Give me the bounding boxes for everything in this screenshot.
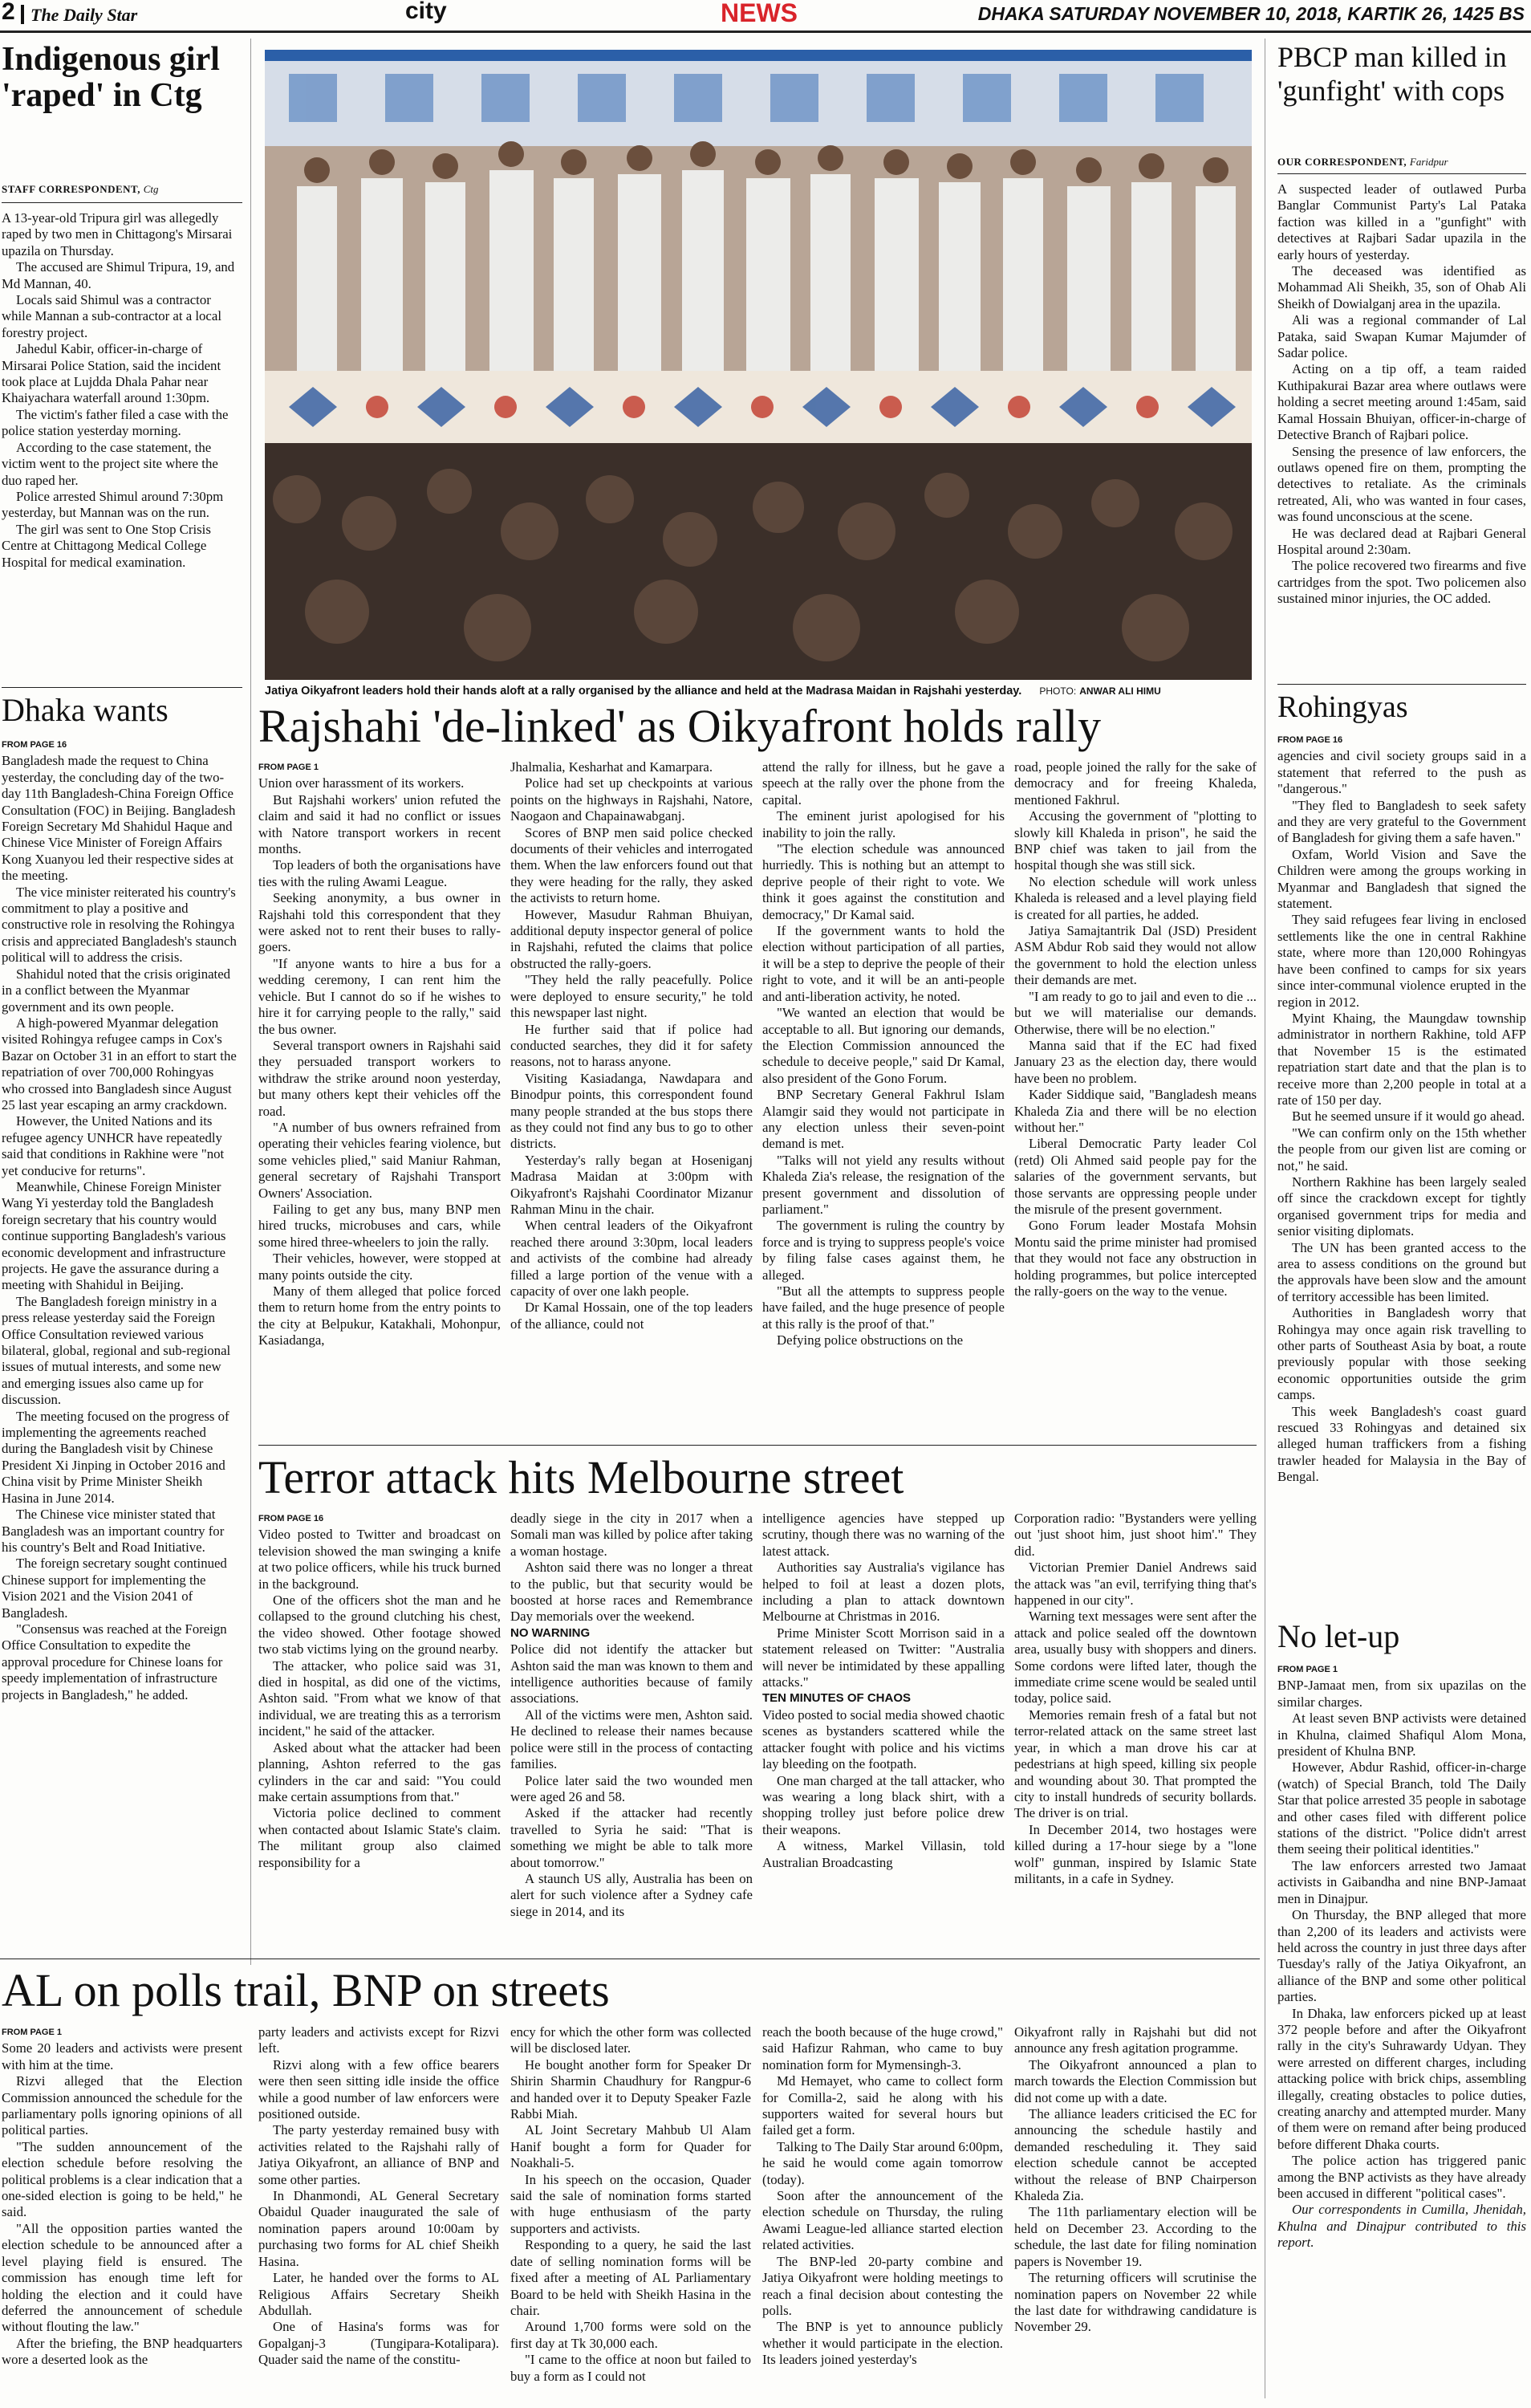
- paragraph: Bangladesh made the request to China yesterday, the concluding day of the two-day 11th Bangladesh-China Foreign Office Consultation (FOC) in Beijing. Bangladesh Foreign Secretary Md Shahidul Haque and Chinese Vice Minister of Foreign Affairs Kong Xuanyou led their respective sides at the meeting.: [2, 753, 236, 884]
- paragraph: Seeking anonymity, a bus owner in Rajshahi told this correspondent that they were asked not to rent their buses to rally-goers.: [258, 890, 501, 955]
- paragraph: Visiting Kasiadanga, Nawdapara and Binodpur points, this correspondent found many people stranded at the bus stops there as they could not find any bus to go to other districts.: [510, 1070, 753, 1152]
- rajshahi-headline: Rajshahi 'de-linked' as Oikyafront holds rally: [258, 700, 1102, 752]
- category-label: NEWS: [721, 0, 798, 27]
- paragraph: In Dhanmondi, AL General Secretary Obaidul Quader inaugurated the sale of nomination papers around 10:00am by purchasing two forms for AL chief Sheikh Hasina.: [258, 2188, 499, 2269]
- paragraph: The BNP is yet to announce publicly whether it would participate in the election. Its leaders joined yesterday's: [762, 2319, 1003, 2368]
- paragraph: The BNP-led 20-party combine and Jatiya Oikyafront were holding meetings to reach a final decision about contesting the polls.: [762, 2253, 1003, 2318]
- al-col-3: [510, 2024, 751, 2402]
- dateline: DHAKA SATURDAY NOVEMBER 10, 2018, KARTIK 26, 1425 BS: [977, 3, 1525, 24]
- paragraph: Defying police obstructions on the: [777, 1332, 964, 1348]
- paragraph: One of Hasina's forms was for Gopalganj-3 (Tungipara-Kotalipara). Quader said the name of the constitu-: [258, 2319, 499, 2368]
- paragraph: Kader Siddique said, "Bangladesh means Khaleda Zia and there will be no election without her.": [1014, 1087, 1257, 1135]
- terror-col-2: [510, 1511, 753, 1984]
- paragraph: However, Abdur Rashid, officer-in-charge (watch) of Special Branch, told The Daily Star that police arrested 35 people in sabotage and other cases filed with different police stations of the district. "Police didn't arrest them seeing their political identities.": [1277, 1759, 1526, 1857]
- terror-col-4: [1014, 1511, 1257, 1984]
- paragraph: He was declared dead at Rajbari General Hospital around 2:30am.: [1277, 525, 1526, 557]
- photo-caption: [265, 684, 1252, 698]
- photo-credit-name: ANWAR ALI HIMU: [1079, 685, 1161, 697]
- paragraph: Sensing the presence of law enforcers, the outlaws opened fire on them, prompting the detectives to retaliate. As the criminals retreated, Ali, who was wanted in four cases, was found unconscious at the scene.: [1277, 443, 1526, 525]
- paragraph: agencies and civil society groups said in a statement that referred to the push as "dangerous.": [1277, 748, 1526, 797]
- paragraph: ency for which the other form was collected will be disclosed later.: [510, 2024, 751, 2056]
- paragraph: A staunch US ally, Australia has been on alert for such violence after a Sydney cafe siege in 2014, and its: [510, 1870, 753, 1919]
- paragraph: "They held the rally peacefully. Police were deployed to ensure security," he told this newspaper last night.: [510, 972, 753, 1021]
- paragraph: Responding to a query, he said the last date of selling nomination forms will be fixed after a meeting of AL Parliamentary Board to be held with Sheikh Hasina in the chair.: [510, 2237, 751, 2318]
- paragraph: "The sudden announcement of the election schedule before resolving the political problems is a clear indication that a one-sided election is going to be held," he said.: [2, 2138, 242, 2220]
- paragraph: Later, he handed over the forms to AL Religious Affairs Secretary Sheikh Abdullah.: [258, 2270, 499, 2318]
- indigenous-body: [2, 210, 239, 684]
- rajshahi-col-1: [258, 759, 501, 1442]
- paragraph: BNP Secretary General Fakhrul Islam Alamgir said they would not participate in any election unless their seven-point demand is met.: [762, 1087, 1005, 1152]
- paragraph: Oikyafront rally in Rajshahi but did not announce any fresh agitation programme.: [1014, 2024, 1257, 2056]
- paragraph: Police had set up checkpoints at various points on the highways in Rajshahi, Natore, Naogaon and Chapainawabganj.: [510, 775, 753, 824]
- indigenous-byline-rule: [2, 202, 242, 203]
- pbcp-byline-place: Faridpur: [1409, 156, 1448, 168]
- paragraph: After the briefing, the BNP headquarters wore a deserted look as the: [2, 2335, 242, 2368]
- paragraph: "Talks will not yield any results without Khaleda Zia's release, the resignation of the present government and dissolution of parliament.": [762, 1152, 1005, 1217]
- header-divider-bar: [21, 5, 24, 24]
- header-rule: [0, 31, 1531, 33]
- dhaka-body: [2, 737, 239, 1955]
- photo-credit-label: PHOTO:: [1039, 685, 1077, 697]
- paragraph: The police recovered two firearms and five cartridges from the spot. Two policemen also sustained minor injuries, the OC added.: [1277, 558, 1526, 607]
- continuation-marker: FROM PAGE 16: [2, 740, 67, 750]
- paragraph: The girl was sent to One Stop Crisis Centre at Chittagong Medical College Hospital for medical examination.: [2, 521, 211, 570]
- paragraph: Rizvi alleged that the Election Commission announced the schedule for the parliamentary polls ignoring opinions of all political parties.: [2, 2073, 242, 2138]
- rajshahi-col-4: [1014, 759, 1257, 1442]
- paragraph: Prime Minister Scott Morrison said in a statement released on Twitter: "Australia will never be intimidated by these appalling attacks.": [762, 1625, 1005, 1690]
- paragraph: party leaders and activists except for Rizvi left.: [258, 2024, 499, 2056]
- paragraph: He further said that if police had conducted searches, they did it for safety reasons, not to harass anyone.: [510, 1021, 753, 1070]
- paragraph: "If anyone wants to hire a bus for a wedding ceremony, I can rent him the vehicle. But I cannot do so if he wishes to hire it for carrying people to the rally," said the bus owner.: [258, 955, 501, 1037]
- paragraph: This week Bangladesh's coast guard rescued 33 Rohingyas and detained six alleged human traffickers from a fishing trawler headed for Malaysia in the Bay of Bengal.: [1277, 1403, 1526, 1485]
- paragraph: Locals said Shimul was a contractor while Mannan a sub-contractor at a local forestry project.: [2, 292, 221, 340]
- paragraph: Manna said that if the EC had fixed January 23 as the election day, there would have been no problem.: [1014, 1037, 1257, 1086]
- paragraph: Several transport owners in Rajshahi said they persuaded transport workers to withdraw the strike around noon yesterday, but many others kept their vehicles off the road.: [258, 1037, 501, 1119]
- paragraph: Md Hemayet, who came to collect form for Comilla-2, said he along with his supporters waited for several hours but failed get a form.: [762, 2073, 1003, 2138]
- paragraph: Yesterday's rally began at Hoseniganj Madrasa Maidan at 3:00pm with Oikyafront's Rajshahi Coordinator Mizanur Rahman Minu in the chair.: [510, 1152, 753, 1217]
- paragraph: However, Masudur Rahman Bhuiyan, additional deputy inspector general of police in Rajshahi, refuted the claims that police obstructed the rally-goers.: [510, 906, 753, 971]
- page-number: 2: [2, 0, 15, 25]
- column-divider: [250, 39, 251, 1965]
- continuation-marker: FROM PAGE 16: [258, 1514, 324, 1523]
- indigenous-byline: [2, 183, 242, 196]
- rajshahi-col-3: [762, 759, 1005, 1442]
- indigenous-byline-place: Ctg: [143, 183, 159, 195]
- paragraph: Around 1,700 forms were sold on the first day at Tk 30,000 each.: [510, 2319, 751, 2351]
- paragraph: The vice minister reiterated his country's commitment to play a positive and constructive role in resolving the Rohingya crisis and appreciated Bangladesh's staunch political will to address the crisis.: [2, 884, 237, 966]
- paragraph: A 13-year-old Tripura girl was allegedly raped by two men in Chittagong's Mirsarai upazila on Thursday.: [2, 210, 233, 258]
- paragraph: "They fled to Bangladesh to seek safety and they are very grateful to the Government of Bangladesh for giving them a safe haven.": [1277, 797, 1526, 846]
- paragraph: Northern Rakhine has been largely sealed off since the crackdown except for tightly organised government trips for media and senior visiting diplomats.: [1277, 1173, 1526, 1239]
- indigenous-headline: Indigenous girl 'raped' in Ctg: [2, 41, 220, 114]
- masthead-logo: The Daily Star: [30, 5, 138, 25]
- paragraph: Our correspondents in Cumilla, Jhenidah, Khulna and Dinajpur contributed to this report.: [1277, 2202, 1526, 2251]
- continuation-marker: FROM PAGE 16: [1277, 735, 1343, 745]
- paragraph: Jahedul Kabir, officer-in-charge of Mirsarai Police Station, said the incident took place at Lujdda Dhala Pahar near Khaiyachara waterfall around 1:30pm.: [2, 341, 221, 406]
- paragraph: He bought another form for Speaker Dr Shirin Sharmin Chaudhury for Rangpur-6 and handed over it to Deputy Speaker Fazle Rabbi Miah.: [510, 2056, 751, 2122]
- paragraph: Meanwhile, Chinese Foreign Minister Wang Yi yesterday told the Bangladesh foreign secretary that his country would continue supporting Bangladesh's various economic development and infrastructure projects. He gave the assurance during a meeting with Shahidul in Beijing.: [2, 1178, 226, 1293]
- paragraph: road, people joined the rally for the sake of democracy and for freeing Khaleda, mentioned Fakhrul.: [1014, 759, 1257, 807]
- paragraph: In Dhaka, law enforcers picked up at least 372 people before and after the Oikyafront rally in the city's Suhrawardy Udyan. They were arrested on different charges, including attacking police with brick chips, assembling illegally, creating obstacles to police duties, creating anarchy and attempted murder. Many of them were on remand after being produced before different Dhaka courts.: [1277, 2005, 1526, 2152]
- right-section-rule: [1277, 684, 1526, 685]
- paragraph: Failing to get any bus, many BNP men hired trucks, microbuses and cars, while some hired three-wheelers to join the rally.: [258, 1201, 501, 1250]
- continuation-marker: FROM PAGE 1: [2, 2028, 62, 2037]
- pbcp-byline-label: OUR CORRESPONDENT,: [1277, 156, 1407, 168]
- terror-col-3: [762, 1511, 1005, 1984]
- section-label: city: [405, 0, 447, 24]
- rohingyas-headline: Rohingyas: [1277, 690, 1408, 724]
- paragraph: reach the booth because of the huge crowd," said Hafizur Rahman, who came to buy nomination form for Mymensingh-3.: [762, 2024, 1003, 2072]
- rohingyas-body: [1277, 732, 1526, 1623]
- paragraph: The victim's father filed a case with the police station yesterday morning.: [2, 406, 229, 439]
- page-header: [0, 0, 1531, 32]
- paragraph: Video posted to social media showed chaotic scenes as bystanders scattered while the attacker fought with police and his victims lay bleeding on the footpath.: [762, 1706, 1005, 1772]
- paragraph: One man charged at the tall attacker, who was wearing a long black shirt, with a shopping trolley just before police drew their weapons.: [762, 1772, 1005, 1837]
- paragraph: "A number of bus owners refrained from operating their vehicles fearing violence, but some vehicles plied," said Maniur Rahman, general secretary of Rajshahi Transport Owners' Association.: [258, 1119, 501, 1201]
- paragraph: AL Joint Secretary Mahbub Ul Alam Hanif bought a form for Quader for Noakhali-5.: [510, 2122, 751, 2171]
- paragraph: A witness, Markel Villasin, told Australian Broadcasting: [762, 1838, 1005, 1870]
- paragraph: A suspected leader of outlawed Purba Banglar Communist Party's Lal Pataka faction was killed in a "gunfight" with detectives at Rajbari Sadar upazila in the early hours of yesterday.: [1277, 181, 1526, 262]
- pbcp-headline: PBCP man killed in 'gunfight' with cops: [1277, 41, 1507, 107]
- paragraph: Scores of BNP men said police checked documents of their vehicles and interrogated them. When the law enforcers found out that they were heading for the rally, they asked the activists to return home.: [510, 824, 753, 906]
- paragraph: The Chinese vice minister stated that Bangladesh was an important country for his country's Belt and Road Initiative.: [2, 1507, 225, 1555]
- paragraph: Police arrested Shimul around 7:30pm yesterday, but Mannan was on the run.: [2, 488, 224, 521]
- paragraph: Victoria police declined to comment when contacted about Islamic State's claim. The militant group also claimed responsibility for a: [258, 1805, 501, 1870]
- paragraph: In his speech on the occasion, Quader said the sale of nomination forms started with huge enthusiasm of the party supporters and activists.: [510, 2171, 751, 2236]
- left-section-rule: [2, 687, 242, 688]
- dhaka-headline: Dhaka wants: [2, 692, 169, 728]
- rally-photo: [265, 50, 1252, 680]
- paragraph: Jatiya Samajtantrik Dal (JSD) President ASM Abdur Rob said they would not allow the government to hold the election unless their demands are met.: [1014, 923, 1257, 988]
- paragraph: When central leaders of the Oikyafront reached there around 3:30pm, local leaders and activists of the combine had already filled a large portion of the venue with a capacity of over one lakh people.: [510, 1218, 753, 1299]
- continuation-marker: FROM PAGE 1: [1277, 1665, 1338, 1674]
- paragraph: The attacker, who police said was 31, died in hospital, as did one of the victims, Ashton said. "From what we know of that individual, we are treating this as a terrorism incident," he said of the attacker.: [258, 1658, 501, 1739]
- paragraph: The meeting focused on the progress of implementing the agreements reached during the Bangladesh visit by Chinese President Xi Jinping in October 2016 and China visit by Prime Minister Sheikh Hasina in June 2014.: [2, 1408, 229, 1506]
- paragraph: Ashton said there was no longer a threat to the public, but that security would be boosted at horse races and Remembrance Day memorials over the weekend.: [510, 1560, 753, 1625]
- paragraph: But Rajshahi workers' union refuted the claim and said it had no conflict or issues with Natore transport workers in recent months.: [258, 791, 501, 857]
- paragraph: They said refugees fear living in enclosed settlements like the one in central Rakhine state, where more than 120,000 Rohingyas have been confined to camps for six years since inter-communal violence erupted in the region in 2012.: [1277, 912, 1526, 1010]
- paragraph: The deceased was identified as Mohammad Ali Sheikh, 35, son of Ohab Ali Sheikh of Dowialganj area in the upazila.: [1277, 263, 1526, 311]
- paragraph: Authorities in Bangladesh worry that Rohingya may once again risk travelling to other parts of Southeast Asia by boat, a route previously popular with those seeking economic opportunities outside the grim camps.: [1277, 1305, 1526, 1403]
- paragraph: Police did not identify the attacker but Ashton said the man was known to them and intelligence authorities because of family associations.: [510, 1641, 753, 1706]
- paragraph: Shahidul noted that the crisis originated in a conflict between the Myanmar government and its own people.: [2, 966, 231, 1015]
- paragraph: "All the opposition parties wanted the election schedule to be announced after a level playing field is ensured. The commission has enough time left for holding the election and it could have deferred the announcement of schedule without flouting the law.": [2, 2220, 242, 2335]
- noletup-headline: No let-up: [1277, 1618, 1400, 1654]
- paragraph: Police later said the two wounded men were aged 26 and 58.: [510, 1772, 753, 1804]
- paragraph: The accused are Shimul Tripura, 19, and Md Mannan, 40.: [2, 259, 235, 291]
- pbcp-byline: [1277, 156, 1526, 169]
- paragraph: Accusing the government of "plotting to slowly kill Khaleda in prison", he said the BNP chief was taken to jail from the hospital though she was still sick.: [1014, 808, 1257, 873]
- paragraph: "The election schedule was announced hurriedly. This is nothing but an attempt to deprive people of their right to vote. We think it goes against the constitution and democracy," Dr Kamal said.: [762, 841, 1005, 922]
- paragraph: Video posted to Twitter and broadcast on television showed the man swinging a knife at two police officers, while his truck burned in the background.: [258, 1527, 501, 1592]
- paragraph: No election schedule will work unless Khaleda is released and a level playing field is created for all parties, he added.: [1014, 873, 1257, 922]
- indigenous-byline-label: STAFF CORRESPONDENT,: [2, 183, 140, 195]
- paragraph: Acting on a tip off, a team raided Kuthipakurai Bazar area where outlaws were holding a secret meeting around 1:45am, said Kamal Hossain Bhuiyan, officer-in-charge of Detective Branch of Rajbari police.: [1277, 361, 1526, 443]
- paragraph: All of the victims were men, Ashton said. He declined to release their names because police were still in the process of contacting families.: [510, 1706, 753, 1772]
- paragraph: Soon after the announcement of the election schedule on Thursday, the ruling Awami League-led alliance started election related activities.: [762, 2188, 1003, 2253]
- caption-text: Jatiya Oikyafront leaders hold their hands aloft at a rally organised by the alliance and held at the Madrasa Maidan in Rajshahi yesterday.: [265, 685, 1022, 698]
- paragraph: Authorities say Australia's vigilance has helped to foil at least a dozen plots, including a plan to attack downtown Melbourne at Christmas in 2016.: [762, 1560, 1005, 1625]
- terror-col-1: [258, 1511, 501, 1984]
- paragraph: One of the officers shot the man and he collapsed to the ground clutching his chest, the video showed. Other footage showed two stab victims lying on the ground nearby.: [258, 1592, 501, 1658]
- paragraph: "I came to the office at noon but failed to buy a form as I could not: [510, 2352, 751, 2384]
- pbcp-byline-rule: [1277, 173, 1526, 174]
- paragraph: Jhalmalia, Kesharhat and Kamarpara.: [510, 759, 713, 775]
- paragraph: "We can confirm only on the 15th whether the people from our given list are coming or not," he said.: [1277, 1125, 1526, 1173]
- paragraph: Dr Kamal Hossain, one of the top leaders of the alliance, could not: [510, 1300, 753, 1332]
- paragraph: Warning text messages were sent after the attack and police sealed off the downtown area, usually busy with shoppers and diners. Some cordons were lifted later, though the immediate crime scene would be sealed until today, police said.: [1014, 1609, 1257, 1706]
- paragraph: At least seven BNP activists were detained in Khulna, claimed Shafiqul Alom Mona, president of Khulna BNP.: [1277, 1710, 1526, 1759]
- al-headline: AL on polls trail, BNP on streets: [2, 1964, 610, 2016]
- paragraph: "I am ready to go to jail and even to die ... but we will materialise our demands. Otherwise, there will be no election.": [1014, 988, 1257, 1037]
- paragraph: The foreign secretary sought continued Chinese support for implementing the Vision 2021 and the Vision 2041 of Bangladesh.: [2, 1556, 227, 1621]
- paragraph: Liberal Democratic Party leader Col (retd) Oli Ahmed said people pay for the salaries of the government servants, but those servants are oppressing people under the misrule of the present government.: [1014, 1136, 1257, 1217]
- paragraph: The Bangladesh foreign ministry in a press release yesterday said the Foreign Office Consultation reviewed various bilateral, global, regional and sub-regional issues of mutual interests, and some new and emerging issues also came up for discussion.: [2, 1293, 231, 1408]
- pbcp-body: [1277, 181, 1526, 681]
- paragraph: According to the case statement, the victim went to the project site where the duo raped her.: [2, 439, 218, 488]
- continuation-marker: FROM PAGE 1: [258, 763, 319, 772]
- paragraph: The returning officers will scrutinise the nomination papers on November 22 while the last date for withdrawing candidature is November 29.: [1014, 2270, 1257, 2335]
- paragraph: "We wanted an election that would be acceptable to all. But ignoring our demands, the Election Commission announced the schedule to deceive people," said Dr Kamal, also president of the Gono Forum.: [762, 1005, 1005, 1086]
- paragraph: Gono Forum leader Mostafa Mohsin Montu said the prime minister had promised that they would not face any obstruction in holding programmes, but police intercepted the rally-goers on the way to the venue.: [1014, 1218, 1257, 1299]
- paragraph: attend the rally for illness, but he gave a speech at the rally over the phone from the capital.: [762, 759, 1005, 807]
- al-col-2: [258, 2024, 499, 2402]
- paragraph: Memories remain fresh of a fatal but not terror-related attack on the same street last year, in which a man drove his car at pedestrians at high speed, killing six people and wounding about 30. That prompted the city to install hundreds of security bollards. The driver is on trial.: [1014, 1706, 1257, 1821]
- paragraph: Union over harassment of its workers.: [258, 775, 465, 791]
- paragraph: The party yesterday remained busy with activities related to the Rajshahi rally of Jatiya Oikyafront, an alliance of BNP and some other parties.: [258, 2122, 499, 2187]
- paragraph: "Consensus was reached at the Foreign Office Consultation to expedite the approval procedure for Chinese loans for speedy implementation of infrastructure projects in Bangladesh," he added.: [2, 1621, 227, 1702]
- paragraph: The eminent jurist apologised for his inability to join the rally.: [762, 808, 1005, 840]
- paragraph: Corporation radio: "Bystanders were yelling out 'just shoot him, just shoot him'." They did.: [1014, 1511, 1257, 1559]
- paragraph: Their vehicles, however, were stopped at many points outside the city.: [258, 1251, 501, 1283]
- paragraph: intelligence agencies have stepped up scrutiny, though there was no warning of the latest attack.: [762, 1511, 1005, 1559]
- paragraph: Talking to The Daily Star around 6:00pm, he said he would come again tomorrow (today).: [762, 2138, 1003, 2187]
- paragraph: Oxfam, World Vision and Save the Children were among the groups working in Myanmar and Bangladesh that signed the statement.: [1277, 846, 1526, 912]
- paragraph: On Thursday, the BNP alleged that more than 2,200 of its leaders and activists were held across the country in just three days after Tuesday's rally of the Jatiya Oikyafront, an alliance of the BNP and some other political parties.: [1277, 1907, 1526, 2005]
- paragraph: "But all the attempts to suppress people have failed, and the huge presence of people at this rally is the proof of that.": [762, 1283, 1005, 1332]
- al-col-4: [762, 2024, 1003, 2402]
- noletup-body: [1277, 1662, 1526, 2404]
- paragraph: The law enforcers arrested two Jamaat activists in Gaibandha and nine BNP-Jamaat men in Dinajpur.: [1277, 1857, 1526, 1906]
- al-col-5: [1014, 2024, 1257, 2402]
- paragraph: Rizvi along with a few office bearers were then seen sitting idle inside the office while a good number of law enforcers were positioned outside.: [258, 2056, 499, 2122]
- rally-photo-illustration: [265, 50, 1252, 680]
- subheading: NO WARNING: [510, 1625, 591, 1640]
- paragraph: Some 20 leaders and activists were present with him at the time.: [2, 2040, 242, 2072]
- paragraph: However, the United Nations and its refugee agency UNHCR have repeatedly said that conditions in Rakhine were "not yet conducive for returns".: [2, 1113, 225, 1178]
- paragraph: BNP-Jamaat men, from six upazilas on the similar charges.: [1277, 1678, 1526, 1710]
- paragraph: Ali was a regional commander of Lal Pataka, said Swapan Kumar Majumder of Sadar police.: [1277, 312, 1526, 361]
- paragraph: Myint Khaing, the Maungdaw township administrator in northern Rakhine, told AFP that November 15 is the estimated repatriation start date and that the plan is to receive more than 2,200 people in total at a rate of 150 per day.: [1277, 1010, 1526, 1108]
- paragraph: Top leaders of both the organisations have ties with the ruling Awami League.: [258, 857, 501, 889]
- paragraph: deadly siege in the city in 2017 when a Somali man was killed by police after taking a woman hostage.: [510, 1511, 753, 1559]
- paragraph: The police action has triggered panic among the BNP activists as they have already been accused in different "political cases".: [1277, 2153, 1526, 2201]
- paragraph: Asked if the attacker had recently travelled to Syria he said: "That is something we might be able to talk more about tomorrow.": [510, 1805, 753, 1870]
- paragraph: Victorian Premier Daniel Andrews said the attack was "an evil, terrifying thing that's happened in our city".: [1014, 1560, 1257, 1609]
- paragraph: If the government wants to hold the election without participation of all parties, it will be a step to deprive the people of their right to vote, and it will be an anti-people and anti-liberation activity, he noted.: [762, 923, 1005, 1004]
- al-col-1: [2, 2024, 242, 2402]
- paragraph: Asked about what the attacker had been planning, Ashton referred to the gas cylinders in the car and said: "You could make certain assumptions from that.": [258, 1739, 501, 1804]
- terror-headline: Terror attack hits Melbourne street: [258, 1451, 904, 1503]
- subheading: TEN MINUTES OF CHAOS: [762, 1691, 912, 1706]
- paragraph: In December 2014, two hostages were killed during a 17-hour siege by a "lone wolf" gunman, inspired by Islamic State militants, in a cafe in Sydney.: [1014, 1821, 1257, 1886]
- paragraph: Many of them alleged that police forced them to return home from the entry points to the city at Belpukur, Katakhali, Mohonpur, Kasiadanga,: [258, 1283, 501, 1348]
- paragraph: The alliance leaders criticised the EC for announcing the schedule hastily and demanded rescheduling it. They said election schedule cannot be accepted without the release of BNP Chairperson Khaleda Zia.: [1014, 2106, 1257, 2204]
- rajshahi-bottom-rule: [258, 1445, 1257, 1446]
- paragraph: The government is ruling the country by force and is trying to suppress people's voice by filing false cases against them, he alleged.: [762, 1218, 1005, 1283]
- paragraph: The Oikyafront announced a plan to march towards the Election Commission but did not come up with a date.: [1014, 2056, 1257, 2105]
- paragraph: A high-powered Myanmar delegation visited Rohingya refugee camps in Cox's Bazar on October 31 in an effort to start the repatriation of over 700,000 Rohingyas who crossed into Bangladesh since August 25 last year escaping an army crackdown.: [2, 1015, 237, 1112]
- paragraph: The UN has been granted access to the area to assess conditions on the ground but the approvals have been slow and the amount of territory accessible has been limited.: [1277, 1239, 1526, 1304]
- rajshahi-col-2: [510, 759, 753, 1442]
- paragraph: But he seemed unsure if it would go ahead.: [1292, 1108, 1525, 1125]
- paragraph: The 11th parliamentary election will be held on December 23. According to the schedule, the last date for filing nomination papers is November 19.: [1014, 2204, 1257, 2269]
